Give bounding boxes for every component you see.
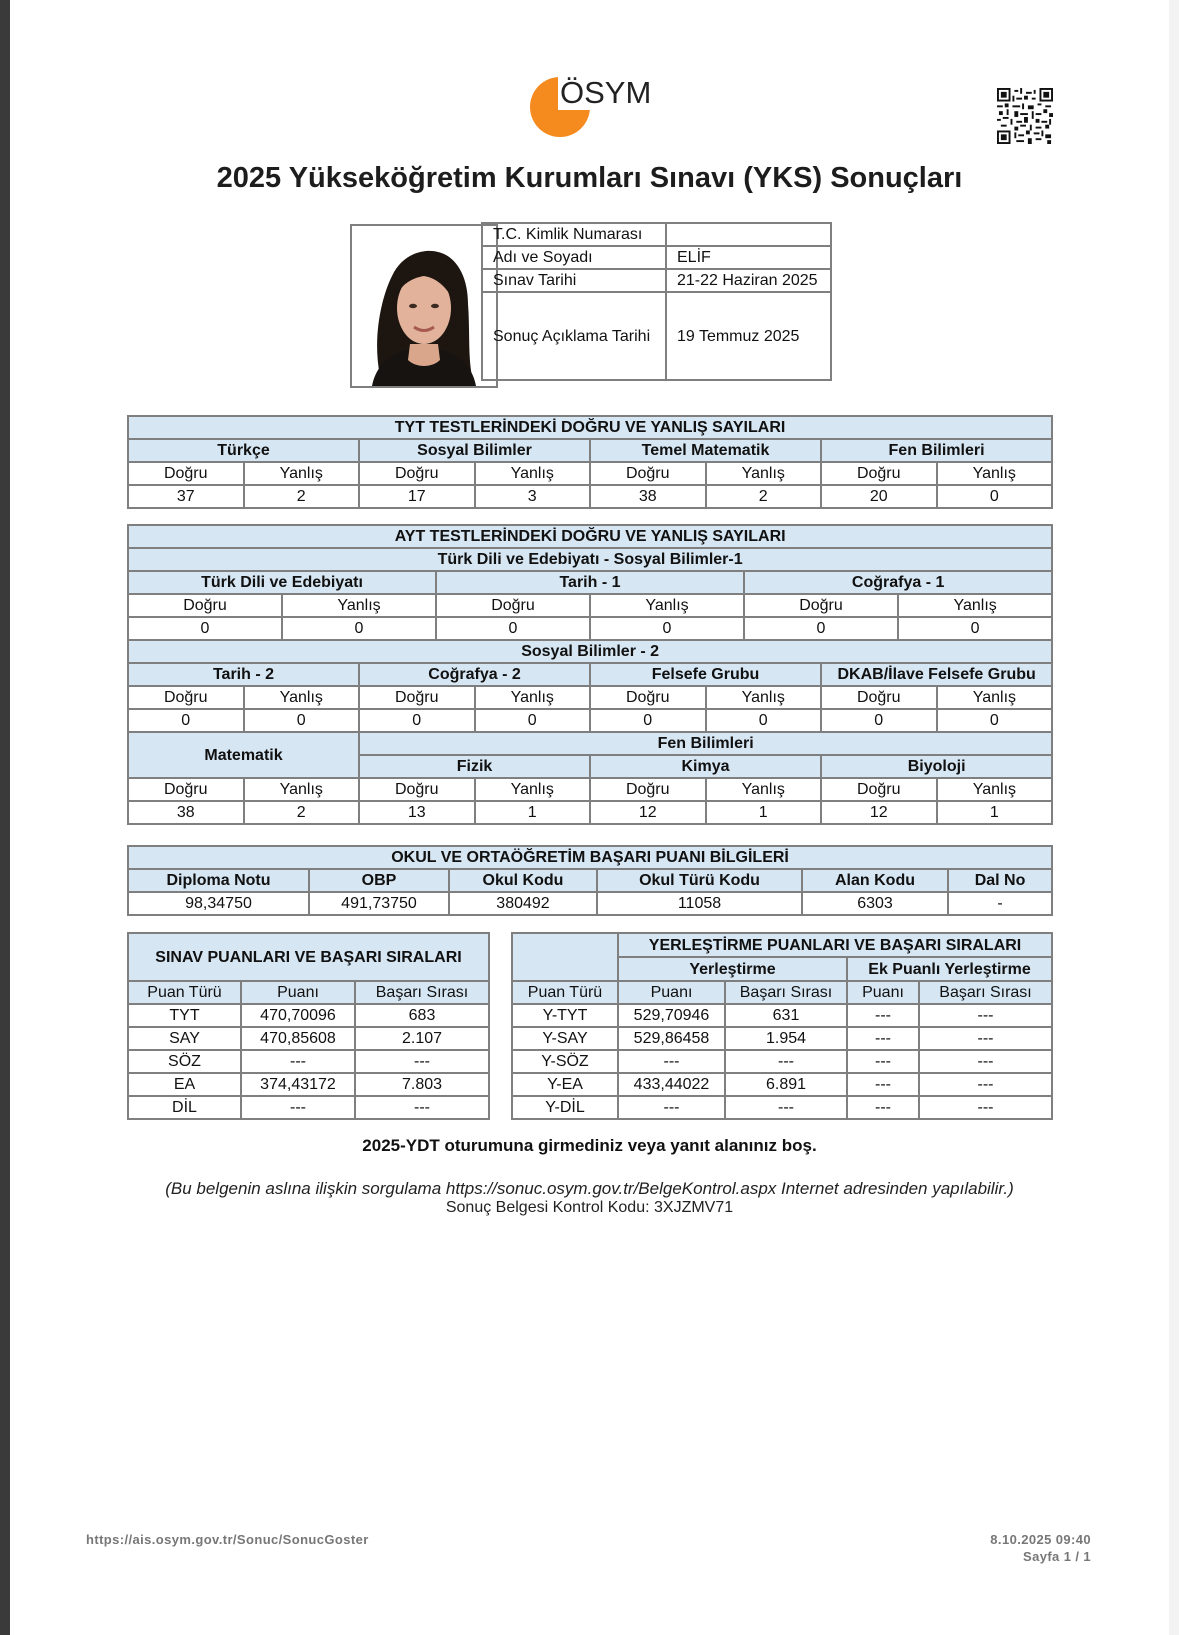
subject-header: Tarih - 1: [436, 571, 744, 594]
puan: 470,70096: [241, 1004, 355, 1027]
yer-header: Puan Türü: [512, 981, 618, 1004]
dogru-value: 0: [359, 709, 475, 732]
ek-basari-sirasi: ---: [919, 1050, 1052, 1073]
dogru-label: Doğru: [821, 462, 937, 485]
yer-header: Başarı Sırası: [725, 981, 847, 1004]
info-value: 19 Temmuz 2025: [666, 292, 831, 380]
okul-title: OKUL VE ORTAÖĞRETİM BAŞARI PUANI BİLGİLERİ: [128, 846, 1052, 869]
puan-turu: EA: [128, 1073, 241, 1096]
right-edge: [1169, 0, 1179, 1635]
puan-turu: Y-SÖZ: [512, 1050, 618, 1073]
okul-value: 380492: [449, 892, 597, 915]
page-title: 2025 Yükseköğretim Kurumları Sınavı (YKS) Sonuçları: [216, 162, 963, 194]
puan-turu: DİL: [128, 1096, 241, 1119]
subject-header: Türk Dili ve Edebiyatı: [128, 571, 436, 594]
verification-note: (Bu belgenin aslına ilişkin sorgulama https://sonuc.osym.gov.tr/BelgeKontrol.aspx Internet adresinden yapılabilir.): [165, 1179, 1014, 1198]
ek-puan: ---: [847, 1004, 919, 1027]
dogru-label: Doğru: [359, 686, 475, 709]
sinav-header: Puan Türü: [128, 981, 241, 1004]
sinav-header: Puanı: [241, 981, 355, 1004]
yanlis-value: 0: [244, 709, 360, 732]
subject-header: Fizik: [359, 755, 590, 778]
info-label: Sonuç Açıklama Tarihi: [482, 292, 666, 380]
basari-sirasi: 7.803: [355, 1073, 489, 1096]
ayt-title: AYT TESTLERİNDEKİ DOĞRU VE YANLIŞ SAYILARI: [128, 525, 1052, 548]
yanlis-value: 0: [898, 617, 1052, 640]
yanlis-label: Yanlış: [475, 462, 591, 485]
subject-header: DKAB/İlave Felsefe Grubu: [821, 663, 1052, 686]
basari-sirasi: ---: [355, 1096, 489, 1119]
dogru-value: 13: [359, 801, 475, 824]
puan: 529,86458: [618, 1027, 725, 1050]
ek-puan: ---: [847, 1096, 919, 1119]
yanlis-value: 0: [937, 709, 1053, 732]
okul-value: 6303: [802, 892, 948, 915]
yanlis-label: Yanlış: [244, 462, 360, 485]
basari-sirasi: 1.954: [725, 1027, 847, 1050]
footer-datetime: 8.10.2025 09:40: [990, 1532, 1091, 1547]
sinav-header: Başarı Sırası: [355, 981, 489, 1004]
ek-basari-sirasi: ---: [919, 1004, 1052, 1027]
dogru-value: 17: [359, 485, 475, 508]
yanlis-label: Yanlış: [937, 778, 1053, 801]
dogru-label: Doğru: [359, 778, 475, 801]
puan: ---: [618, 1096, 725, 1119]
okul-header: Okul Türü Kodu: [597, 869, 802, 892]
dogru-value: 20: [821, 485, 937, 508]
ek-basari-sirasi: ---: [919, 1096, 1052, 1119]
okul-value: 11058: [597, 892, 802, 915]
yanlis-label: Yanlış: [475, 778, 591, 801]
info-label: Sınav Tarihi: [482, 269, 666, 292]
puan: 529,70946: [618, 1004, 725, 1027]
dogru-value: 0: [128, 709, 244, 732]
dogru-label: Doğru: [128, 778, 244, 801]
puan: ---: [241, 1050, 355, 1073]
yerlestirme-subheader: Yerleştirme: [618, 957, 847, 981]
subject-header: Biyoloji: [821, 755, 1052, 778]
puan: 374,43172: [241, 1073, 355, 1096]
footer-url: https://ais.osym.gov.tr/Sonuc/SonucGoster: [86, 1532, 369, 1547]
dogru-label: Doğru: [590, 778, 706, 801]
dogru-value: 38: [590, 485, 706, 508]
basari-sirasi: ---: [725, 1096, 847, 1119]
dogru-label: Doğru: [436, 594, 590, 617]
sinav-title: SINAV PUANLARI VE BAŞARI SIRALARI: [128, 933, 489, 981]
dogru-value: 12: [590, 801, 706, 824]
subject-header-matematik: Matematik: [128, 732, 359, 778]
puan-turu: Y-DİL: [512, 1096, 618, 1119]
yer-header: Puanı: [618, 981, 725, 1004]
okul-header: Alan Kodu: [802, 869, 948, 892]
yanlis-label: Yanlış: [706, 686, 822, 709]
info-value: 21-22 Haziran 2025: [666, 269, 831, 292]
yer-header: Başarı Sırası: [919, 981, 1052, 1004]
dogru-label: Doğru: [821, 778, 937, 801]
okul-header: Okul Kodu: [449, 869, 597, 892]
puan-turu: SÖZ: [128, 1050, 241, 1073]
yanlis-value: 1: [475, 801, 591, 824]
ek-puan: ---: [847, 1073, 919, 1096]
dogru-value: 12: [821, 801, 937, 824]
yanlis-label: Yanlış: [590, 594, 744, 617]
dogru-value: 37: [128, 485, 244, 508]
ek-basari-sirasi: ---: [919, 1073, 1052, 1096]
yanlis-label: Yanlış: [706, 778, 822, 801]
logo-text: ÖSYM: [560, 75, 652, 110]
blank-header-cell: [512, 933, 618, 981]
yanlis-label: Yanlış: [282, 594, 436, 617]
dogru-value: 38: [128, 801, 244, 824]
sinav-puanlari-table: [127, 932, 490, 1120]
candidate-photo: [350, 224, 498, 388]
dogru-label: Doğru: [744, 594, 898, 617]
yanlis-value: 3: [475, 485, 591, 508]
yanlis-label: Yanlış: [475, 686, 591, 709]
ayt-table: [127, 524, 1053, 825]
yanlis-value: 0: [475, 709, 591, 732]
yanlis-value: 2: [244, 485, 360, 508]
fen-bilimleri-header: Fen Bilimleri: [359, 732, 1052, 755]
subject-header: Sosyal Bilimler: [359, 439, 590, 462]
dogru-value: 0: [744, 617, 898, 640]
okul-header: Diploma Notu: [128, 869, 309, 892]
yer-header: Puanı: [847, 981, 919, 1004]
basari-sirasi: ---: [355, 1050, 489, 1073]
info-value: ELİF: [666, 246, 831, 269]
info-value: [666, 223, 831, 246]
yanlis-label: Yanlış: [937, 686, 1053, 709]
dogru-value: 0: [128, 617, 282, 640]
subject-header: Kimya: [590, 755, 821, 778]
yanlis-value: 0: [282, 617, 436, 640]
yanlis-value: 0: [706, 709, 822, 732]
yanlis-value: 1: [706, 801, 822, 824]
puan-turu: Y-TYT: [512, 1004, 618, 1027]
yanlis-label: Yanlış: [898, 594, 1052, 617]
ydt-notice: 2025-YDT oturumuna girmediniz veya yanıt alanınız boş.: [362, 1136, 817, 1155]
dogru-label: Doğru: [128, 594, 282, 617]
basari-sirasi: ---: [725, 1050, 847, 1073]
basari-sirasi: 2.107: [355, 1027, 489, 1050]
qr-code-icon: [997, 88, 1053, 144]
dogru-label: Doğru: [359, 462, 475, 485]
yanlis-value: 0: [937, 485, 1053, 508]
yanlis-value: 2: [706, 485, 822, 508]
basari-sirasi: 631: [725, 1004, 847, 1027]
yanlis-label: Yanlış: [937, 462, 1053, 485]
puan-turu: Y-EA: [512, 1073, 618, 1096]
ek-puanli-subheader: Ek Puanlı Yerleştirme: [847, 957, 1052, 981]
puan: ---: [618, 1050, 725, 1073]
person-photo-icon: [352, 226, 496, 386]
puan-turu: Y-SAY: [512, 1027, 618, 1050]
puan-turu: TYT: [128, 1004, 241, 1027]
dogru-value: 0: [821, 709, 937, 732]
puan-turu: SAY: [128, 1027, 241, 1050]
yanlis-label: Yanlış: [244, 686, 360, 709]
yanlis-value: 1: [937, 801, 1053, 824]
dogru-label: Doğru: [590, 462, 706, 485]
ek-puan: ---: [847, 1050, 919, 1073]
subject-header: Tarih - 2: [128, 663, 359, 686]
ayt-group2-title: Sosyal Bilimler - 2: [128, 640, 1052, 663]
dogru-value: 0: [590, 709, 706, 732]
candidate-info-table: [481, 222, 832, 381]
yanlis-label: Yanlış: [244, 778, 360, 801]
okul-value: 491,73750: [309, 892, 449, 915]
subject-header: Temel Matematik: [590, 439, 821, 462]
puan: ---: [241, 1096, 355, 1119]
yanlis-value: 2: [244, 801, 360, 824]
subject-header: Fen Bilimleri: [821, 439, 1052, 462]
subject-header: Coğrafya - 2: [359, 663, 590, 686]
subject-header: Coğrafya - 1: [744, 571, 1052, 594]
dogru-label: Doğru: [128, 462, 244, 485]
okul-value: -: [948, 892, 1052, 915]
dogru-label: Doğru: [128, 686, 244, 709]
dogru-label: Doğru: [590, 686, 706, 709]
okul-header: Dal No: [948, 869, 1052, 892]
subject-header: Türkçe: [128, 439, 359, 462]
ek-puan: ---: [847, 1027, 919, 1050]
info-label: Adı ve Soyadı: [482, 246, 666, 269]
yerlestirme-title: YERLEŞTİRME PUANLARI VE BAŞARI SIRALARI: [618, 933, 1052, 957]
footer-page-number: Sayfa 1 / 1: [1023, 1549, 1091, 1564]
tyt-title: TYT TESTLERİNDEKİ DOĞRU VE YANLIŞ SAYILARI: [128, 416, 1052, 439]
okul-header: OBP: [309, 869, 449, 892]
puan: 433,44022: [618, 1073, 725, 1096]
dogru-value: 0: [436, 617, 590, 640]
info-label: T.C. Kimlik Numarası: [482, 223, 666, 246]
subject-header: Felsefe Grubu: [590, 663, 821, 686]
left-edge: [0, 0, 10, 1635]
tyt-table: [127, 415, 1053, 509]
puan: 470,85608: [241, 1027, 355, 1050]
ayt-group1-title: Türk Dili ve Edebiyatı - Sosyal Bilimler-1: [128, 548, 1052, 571]
yerlestirme-table: [511, 932, 1053, 1120]
yanlis-label: Yanlış: [706, 462, 822, 485]
ek-basari-sirasi: ---: [919, 1027, 1052, 1050]
okul-table: [127, 845, 1053, 916]
dogru-label: Doğru: [821, 686, 937, 709]
okul-value: 98,34750: [128, 892, 309, 915]
basari-sirasi: 683: [355, 1004, 489, 1027]
basari-sirasi: 6.891: [725, 1073, 847, 1096]
yanlis-value: 0: [590, 617, 744, 640]
control-code: Sonuç Belgesi Kontrol Kodu: 3XJZMV71: [445, 1199, 734, 1216]
